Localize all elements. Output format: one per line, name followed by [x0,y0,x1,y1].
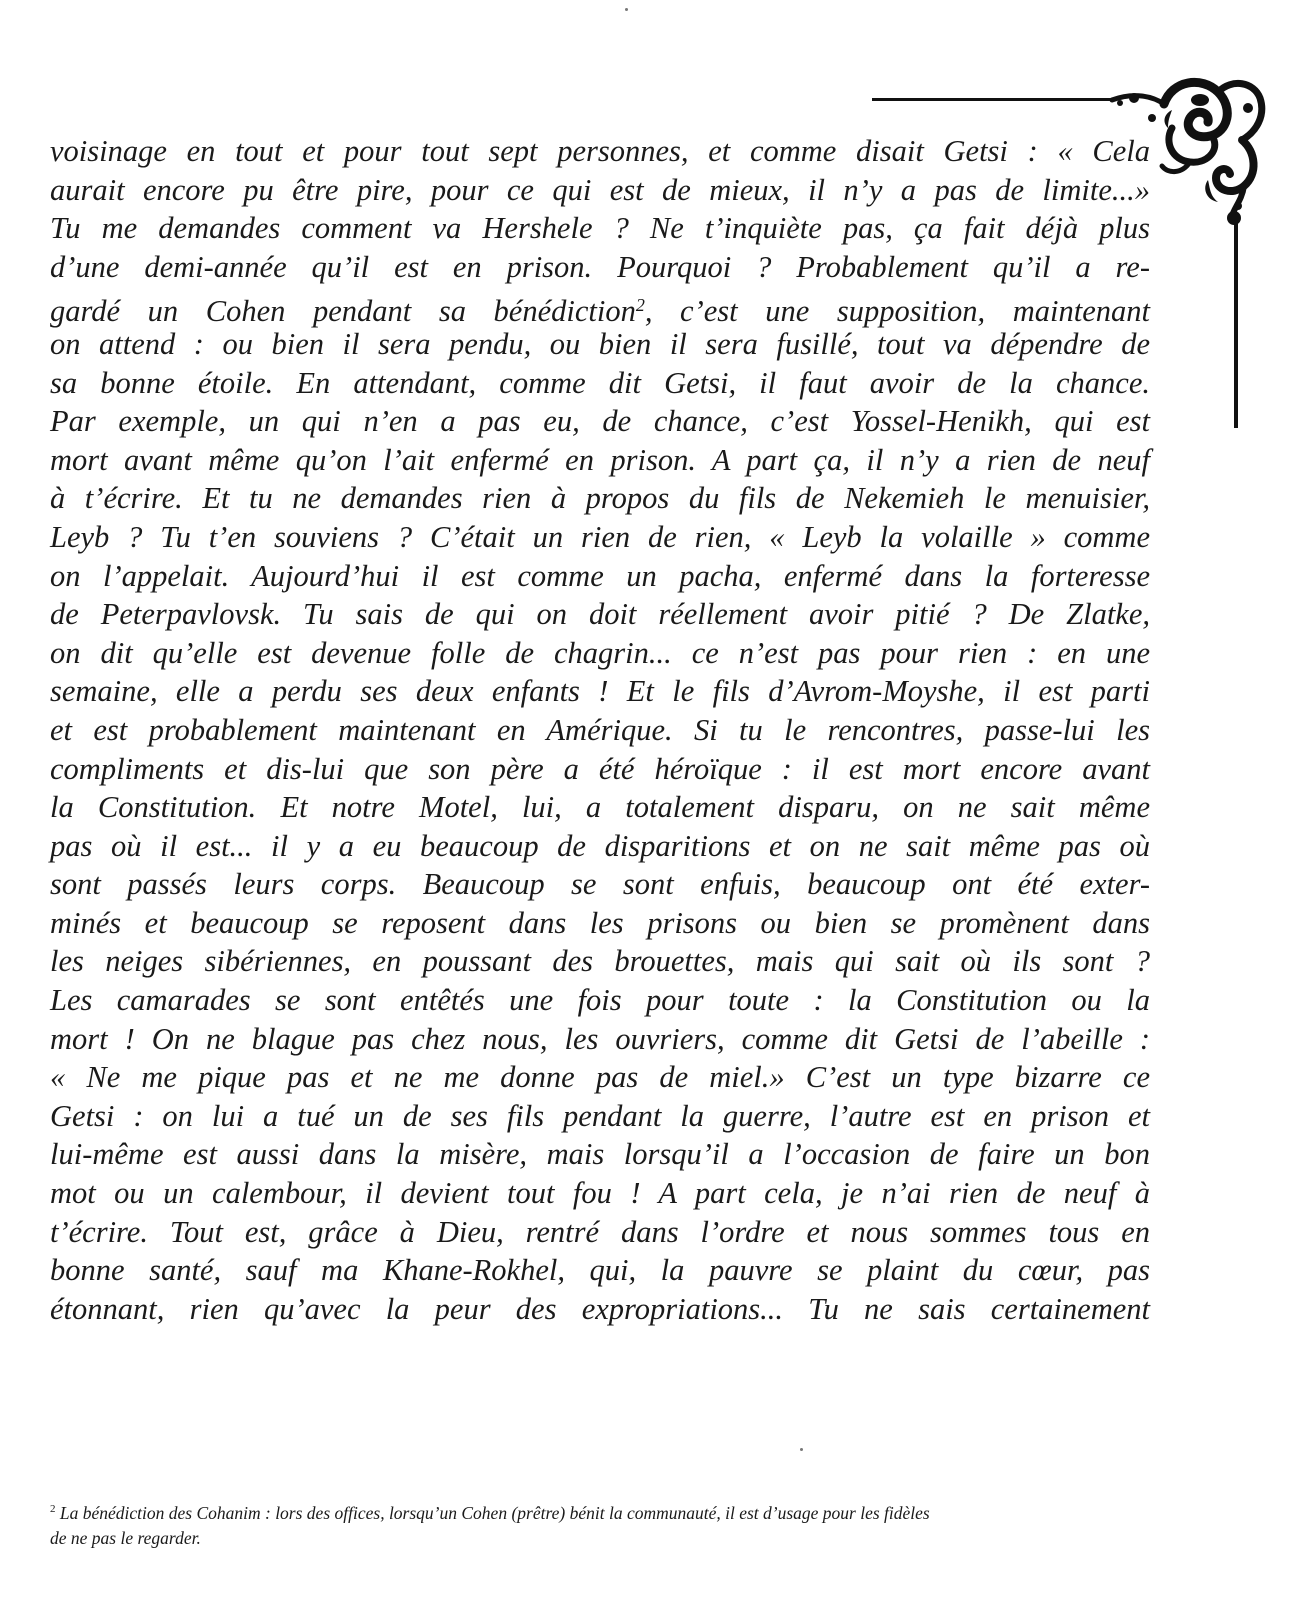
text-line: la Constitution. Et notre Motel, lui, a totalement disparu, on ne sait même [50,790,1150,825]
text-fragment: , c’est une supposition, maintenant [644,294,1150,329]
footnote-marker: 2 [50,1503,56,1515]
text-fragment: gardé un Cohen pendant sa bénédiction [50,294,636,329]
text-line: sa bonne étoile. En attendant, comme dit Getsi, il faut avoir de la chance. [50,365,1150,400]
text-line: Par exemple, un qui n’en a pas eu, de chance, c’est Yossel-Henikh, qui est [50,404,1150,439]
text-line: Leyb ? Tu t’en souviens ? C’était un rien de rien, « Leyb la volaille » comme [50,519,1150,554]
text-line: Getsi : on lui a tué un de ses fils pendant la guerre, l’autre est en prison et [50,1098,1150,1133]
scan-speck [625,8,628,11]
text-line-with-note [50,286,1150,329]
text-line: compliments et dis-lui que son père a été héroïque : il est mort encore avant [50,751,1150,786]
footnote [50,1497,1170,1551]
text-line: « Ne me pique pas et ne me donne pas de miel.» C’est un type bizarre ce [50,1060,1150,1095]
body-text [50,132,1150,1328]
text-line: d’une demi-année qu’il est en prison. Pourquoi ? Probablement qu’il a re- [50,249,1150,284]
text-line: sont passés leurs corps. Beaucoup se sont enfuis, beaucoup ont été exter- [50,867,1150,902]
text-line: aurait encore pu être pire, pour ce qui est de mieux, il n’y a pas de limite...» [50,172,1150,207]
text-line: lui-même est aussi dans la misère, mais lorsqu’il a l’occasion de faire un bon [50,1137,1150,1172]
text-line: semaine, elle a perdu ses deux enfants ! Et le fils d’Avrom-Moyshe, il est parti [50,674,1150,709]
text-line: pas où il est... il y a eu beaucoup de disparitions et on ne sait même pas où [50,828,1150,863]
footnote-reference[interactable]: 2 [635,295,645,316]
footnote-line: de ne pas le regarder. [50,1528,201,1548]
text-line: mort ! On ne blague pas chez nous, les ouvriers, comme dit Getsi de l’abeille : [50,1021,1150,1056]
footnote-text: La bénédiction des Cohanim : lors des offices, lorsqu’un Cohen (prêtre) bénit la communauté, il est d’usage pour les fidèles [55,1503,930,1523]
scan-speck [800,1448,803,1451]
text-line: on l’appelait. Aujourd’hui il est comme un pacha, enfermé dans la forteresse [50,558,1150,593]
footnote-line [50,1497,1170,1526]
text-line: t’écrire. Tout est, grâce à Dieu, rentré dans l’ordre et nous sommes tous en [50,1214,1150,1249]
text-line: les neiges sibériennes, en poussant des brouettes, mais qui sait où ils sont ? [50,944,1150,979]
text-line: on attend : ou bien il sera pendu, ou bien il sera fusillé, tout va dépendre de [50,326,1150,361]
text-line: on dit qu’elle est devenue folle de chagrin... ce n’est pas pour rien : en une [50,635,1150,670]
text-line: voisinage en tout et pour tout sept personnes, et comme disait Getsi : « Cela [50,134,1150,168]
text-line: mort avant même qu’on l’ait enfermé en prison. A part ça, il n’y a rien de neuf [50,442,1150,477]
text-line: étonnant, rien qu’avec la peur des expropriations... Tu ne sais certainement [50,1291,1150,1326]
text-line: et est probablement maintenant en Amérique. Si tu le rencontres, passe-lui les [50,712,1150,747]
text-line: à t’écrire. Et tu ne demandes rien à propos du fils de Nekemieh le menuisier, [50,481,1150,516]
text-line: minés et beaucoup se reposent dans les prisons ou bien se promènent dans [50,905,1150,940]
text-line: Tu me demandes comment va Hershele ? Ne t’inquiète pas, ça fait déjà plus [50,211,1150,246]
text-line: mot ou un calembour, il devient tout fou ! A part cela, je n’ai rien de neuf à [50,1176,1150,1211]
text-line: Les camarades se sont entêtés une fois pour toute : la Constitution ou la [50,983,1150,1018]
text-line: bonne santé, sauf ma Khane-Rokhel, qui, la pauvre se plaint du cœur, pas [50,1253,1150,1288]
text-line: de Peterpavlovsk. Tu sais de qui on doit réellement avoir pitié ? De Zlatke, [50,597,1150,632]
